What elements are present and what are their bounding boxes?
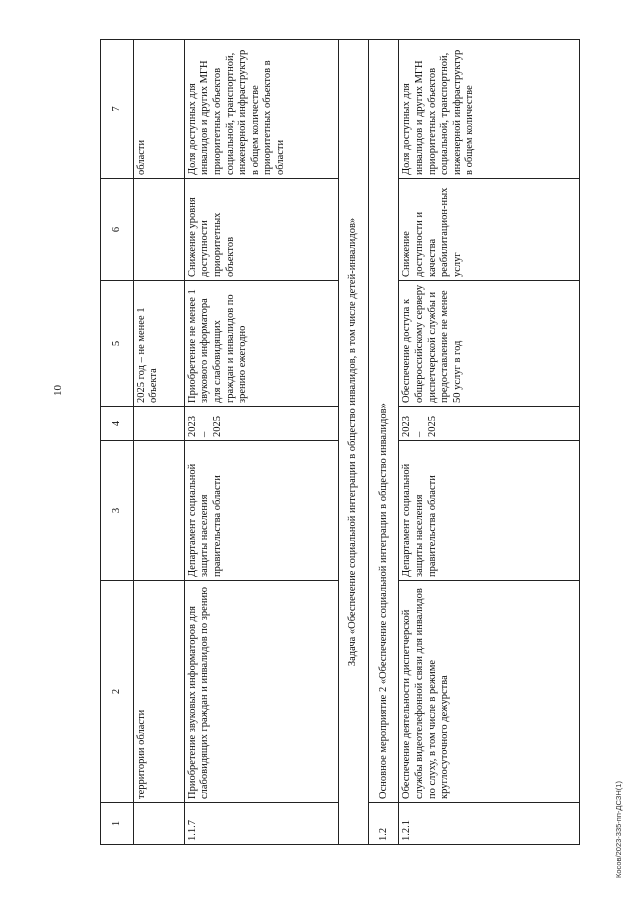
cell-number: 1.2.1 [399, 803, 580, 845]
table-row [399, 40, 580, 845]
header-cell: 2 [101, 581, 134, 803]
header-cell: 5 [101, 281, 134, 407]
table-row [184, 40, 338, 845]
cell-result: Приобретение не менее 1 звукового информатора для слабовидящих граждан и инвалидов по зрению ежегодно [184, 281, 338, 407]
cell-indicator: Доля доступных для инвалидов и других МГН приоритетных объектов социальной, транспортной, инженерной инфраструктур в общем количестве [399, 40, 580, 179]
cell-measure: территории области [133, 581, 184, 803]
task-heading: Задача «Обеспечение социальной интеграции в общество инвалидов, в том числе детей-инвалидов» [339, 40, 369, 845]
header-cell: 6 [101, 179, 134, 281]
rotated-table-wrapper [100, 40, 580, 845]
main-measure-row [369, 40, 399, 845]
cell-executor: Департамент социальной защиты населения правительства области [184, 441, 338, 581]
header-cell: 3 [101, 441, 134, 581]
cell-number: 1.2 [369, 803, 399, 845]
cell-number: 1.1.7 [184, 803, 338, 845]
measures-table [100, 39, 580, 845]
page-number: 10 [52, 385, 64, 396]
header-cell: 1 [101, 803, 134, 845]
cell-executor: Департамент социальной защиты населения правительства области [399, 441, 580, 581]
cell-indicator: области [133, 40, 184, 179]
table-row-continued [133, 40, 184, 845]
main-measure-title: Основное мероприятие 2 «Обеспечение социальной интеграции в общество инвалидов» [369, 40, 399, 803]
task-row [339, 40, 369, 845]
cell-indicator: Доля доступных для инвалидов и других МГН приоритетных объектов социальной, транспортной, инженерной инфраструктур в общем количестве приоритетных объектов в области [184, 40, 338, 179]
cell-executor [133, 441, 184, 581]
cell-period: 2023 – 2025 [399, 407, 580, 441]
cell-period: 2023 – 2025 [184, 407, 338, 441]
cell-period [133, 407, 184, 441]
header-cell: 4 [101, 407, 134, 441]
footer-document-code: Косов/2023-335-пп-ДСЗН(1) [614, 781, 623, 878]
cell-result: 2025 год – не менее 1 объекта [133, 281, 184, 407]
cell-result: Обеспечение доступа к общероссийскому серверу диспетчерской службы и предоставление не менее 50 услуг в год [399, 281, 580, 407]
cell-consequence: Снижение уровня доступности приоритетных объектов [184, 179, 338, 281]
cell-consequence [133, 179, 184, 281]
header-cell: 7 [101, 40, 134, 179]
cell-consequence: Снижение доступности и качества реабилитацион-ных услуг [399, 179, 580, 281]
cell-measure: Обеспечение деятельности диспетчерской службы видеотелефонной связи для инвалидов по слуху, в том числе в режиме круглосуточного дежурства [399, 581, 580, 803]
cell-measure: Приобретение звуковых информаторов для слабовидящих граждан и инвалидов по зрению [184, 581, 338, 803]
table-header-row [101, 40, 134, 845]
cell-number [133, 803, 184, 845]
